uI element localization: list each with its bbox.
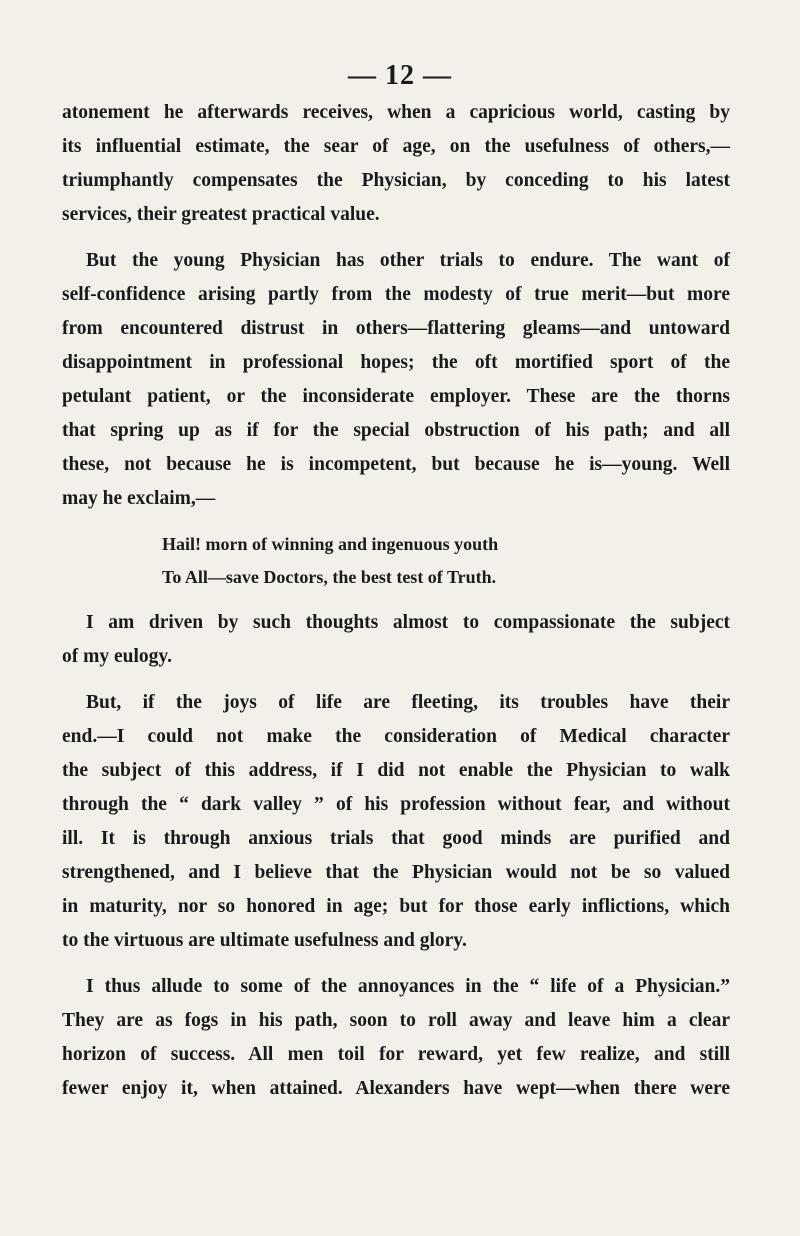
text-line: I thus allude to some of the annoyances in the “ life of a Physician.” <box>86 976 730 997</box>
text-line: atonement he afterwards receives, when a capricious world, casting by <box>62 102 730 123</box>
paragraph-5 <box>62 970 730 1106</box>
text-line: from encountered distrust in others—flattering gleams—and untoward <box>62 318 730 339</box>
paragraph-3 <box>62 606 730 674</box>
paragraph-1 <box>62 96 730 232</box>
body-text <box>62 96 730 1106</box>
text-line: these, not because he is incompetent, but because he is—young. Well <box>62 454 730 475</box>
text-line: self-confidence arising partly from the modesty of true merit—but more <box>62 284 730 305</box>
paragraph-2 <box>62 244 730 516</box>
verse-line: Hail! morn of winning and ingenuous youth <box>162 534 499 554</box>
text-line: through the “ dark valley ” of his profession without fear, and without <box>62 794 730 815</box>
text-line: to the virtuous are ultimate usefulness and glory. <box>62 930 467 951</box>
text-line: in maturity, nor so honored in age; but for those early inflictions, which <box>62 896 730 917</box>
text-line: But, if the joys of life are fleeting, its troubles have their <box>86 692 730 713</box>
page-number: — 12 — <box>348 60 452 91</box>
text-line: I am driven by such thoughts almost to compassionate the subject <box>86 612 730 633</box>
paragraph-4 <box>62 686 730 958</box>
text-line: They are as fogs in his path, soon to roll away and leave him a clear <box>62 1010 730 1031</box>
text-line: strengthened, and I believe that the Physician would not be so valued <box>62 862 730 883</box>
text-line: of my eulogy. <box>62 646 172 667</box>
text-line: may he exclaim,— <box>62 488 216 509</box>
text-line: triumphantly compensates the Physician, by conceding to his latest <box>62 170 730 191</box>
text-line: ill. It is through anxious trials that good minds are purified and <box>62 828 730 849</box>
text-line: But the young Physician has other trials to endure. The want of <box>86 250 730 271</box>
text-line: horizon of success. All men toil for reward, yet few realize, and still <box>62 1044 730 1065</box>
verse-couplet <box>62 528 730 594</box>
text-line: its influential estimate, the sear of age, on the usefulness of others,— <box>62 136 730 157</box>
text-line: services, their greatest practical value. <box>62 204 380 225</box>
text-line: petulant patient, or the inconsiderate employer. These are the thorns <box>62 386 730 407</box>
verse-line: To All—save Doctors, the best test of Truth. <box>162 567 497 587</box>
text-line: fewer enjoy it, when attained. Alexanders have wept—when there were <box>62 1078 730 1099</box>
text-line: end.—I could not make the consideration of Medical character <box>62 726 730 747</box>
text-line: the subject of this address, if I did not enable the Physician to walk <box>62 760 730 781</box>
text-line: that spring up as if for the special obstruction of his path; and all <box>62 420 730 441</box>
text-line: disappointment in professional hopes; the oft mortified sport of the <box>62 352 730 373</box>
